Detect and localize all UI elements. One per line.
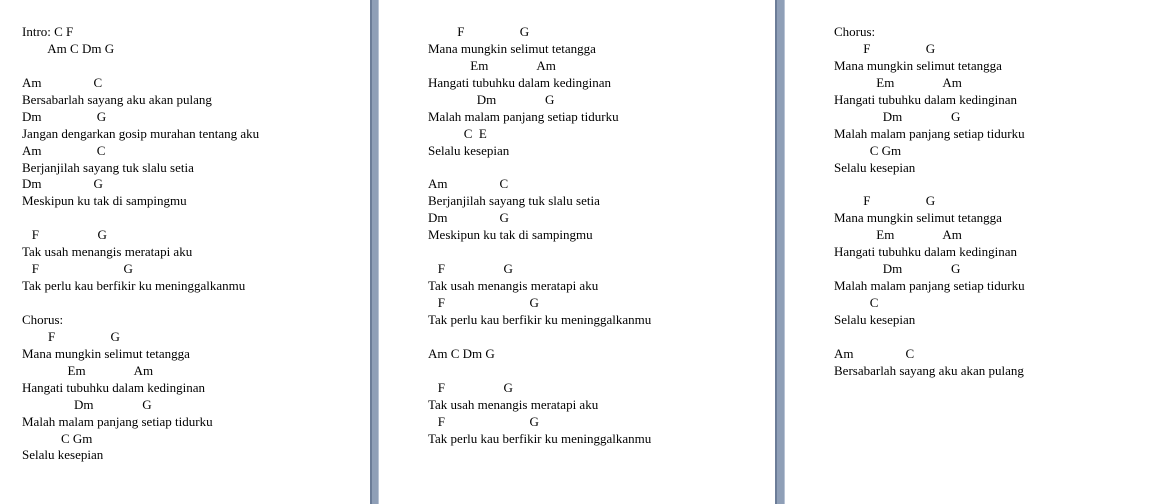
chord-line: Dm G bbox=[22, 108, 107, 124]
lyric-line: Malah malam panjang setiap tidurku bbox=[834, 278, 1025, 294]
page-2-text bbox=[428, 24, 651, 447]
chord-line: Am C bbox=[22, 74, 103, 90]
chord-line: F G bbox=[834, 193, 936, 209]
lyric-line: Hangati tubuhku dalam kedinginan bbox=[834, 244, 1018, 260]
blank-line bbox=[22, 58, 259, 75]
chord-line: C Gm bbox=[834, 142, 902, 158]
chord-line: Am C bbox=[22, 142, 106, 158]
chord-line: C E bbox=[428, 125, 487, 141]
lyric-line: Selalu kesepian bbox=[428, 142, 510, 158]
chord-line: Dm G bbox=[428, 210, 509, 226]
chord-line: Em Am bbox=[22, 362, 154, 378]
chord-line: Em Am bbox=[834, 227, 962, 243]
lyric-line: Berjanjilah sayang tuk slalu setia bbox=[22, 159, 194, 175]
lyric-line: Hangati tubuhku dalam kedinginan bbox=[428, 74, 612, 90]
chord-line: F G bbox=[834, 40, 936, 56]
chord-line: F G bbox=[428, 295, 539, 310]
lyric-line: Berjanjilah sayang tuk slalu setia bbox=[428, 193, 600, 209]
lyric-line: Tak perlu kau berfikir ku meninggalkanmu bbox=[428, 311, 652, 327]
lyric-line: Selalu kesepian bbox=[834, 311, 916, 327]
chord-line: Am C bbox=[428, 176, 509, 192]
chord-line: Dm G bbox=[834, 108, 961, 124]
chord-line: F G bbox=[22, 227, 107, 243]
chord-line: F G bbox=[428, 24, 530, 39]
blank-line bbox=[834, 329, 1025, 346]
lyric-line: Malah malam panjang setiap tidurku bbox=[428, 108, 619, 124]
blank-line bbox=[22, 210, 259, 227]
lyric-line: Mana mungkin selimut tetangga bbox=[834, 57, 1002, 73]
lyric-line: Hangati tubuhku dalam kedinginan bbox=[834, 91, 1018, 107]
lyric-line: Selalu kesepian bbox=[22, 447, 104, 463]
chord-line: Dm G bbox=[428, 91, 555, 107]
blank-line bbox=[428, 363, 651, 380]
blank-line bbox=[834, 176, 1025, 193]
lyric-line: Chorus: bbox=[834, 24, 876, 39]
chord-line: Am C bbox=[834, 345, 915, 361]
chord-line: F G bbox=[22, 328, 120, 344]
chord-line: C bbox=[834, 295, 879, 310]
page-separator bbox=[370, 0, 379, 504]
lyric-line: Jangan dengarkan gosip murahan tentang aku bbox=[22, 125, 260, 141]
chord-line: F G bbox=[428, 261, 513, 277]
chord-line: F G bbox=[428, 413, 539, 429]
lyric-line: Malah malam panjang setiap tidurku bbox=[22, 413, 213, 429]
lyric-line: Intro: C F bbox=[22, 24, 74, 39]
lyric-line: Selalu kesepian bbox=[834, 159, 916, 175]
chord-line: F G bbox=[22, 261, 133, 277]
blank-line bbox=[22, 295, 259, 312]
lyric-line: Bersabarlah sayang aku akan pulang bbox=[834, 362, 1024, 378]
lyric-line: Meskipun ku tak di sampingmu bbox=[22, 193, 187, 209]
lyric-line: Bersabarlah sayang aku akan pulang bbox=[22, 91, 212, 107]
document-page-1[interactable] bbox=[0, 0, 370, 504]
chord-line: Dm G bbox=[22, 396, 152, 412]
lyric-line: Tak usah menangis meratapi aku bbox=[428, 396, 599, 412]
blank-line bbox=[428, 244, 651, 261]
chord-line: Em Am bbox=[428, 57, 556, 73]
lyric-line: Chorus: bbox=[22, 311, 64, 327]
lyric-line: Hangati tubuhku dalam kedinginan bbox=[22, 379, 206, 395]
chord-line: F G bbox=[428, 379, 513, 395]
page-1-text bbox=[22, 24, 259, 464]
page-separator bbox=[775, 0, 785, 504]
blank-line bbox=[428, 329, 651, 346]
chord-line: Dm G bbox=[834, 261, 961, 277]
lyric-line: Tak perlu kau berfikir ku meninggalkanmu bbox=[428, 430, 652, 446]
page-3-text bbox=[834, 24, 1025, 380]
lyric-line: Tak perlu kau berfikir ku meninggalkanmu bbox=[22, 278, 246, 294]
lyric-line: Mana mungkin selimut tetangga bbox=[428, 40, 596, 56]
document-page-2[interactable] bbox=[379, 0, 775, 504]
chord-line: Am C Dm G bbox=[22, 40, 115, 56]
lyric-line: Mana mungkin selimut tetangga bbox=[834, 210, 1002, 226]
document-page-3[interactable] bbox=[785, 0, 1149, 504]
lyric-line: Tak usah menangis meratapi aku bbox=[428, 278, 599, 294]
lyric-line: Malah malam panjang setiap tidurku bbox=[834, 125, 1025, 141]
lyric-line: Tak usah menangis meratapi aku bbox=[22, 244, 193, 260]
chord-line: Em Am bbox=[834, 74, 962, 90]
blank-line bbox=[428, 160, 651, 177]
lyric-line: Mana mungkin selimut tetangga bbox=[22, 345, 190, 361]
chord-line: Dm G bbox=[22, 176, 103, 192]
lyric-line: Am C Dm G bbox=[428, 345, 495, 361]
chord-line: C Gm bbox=[22, 430, 93, 446]
lyric-line: Meskipun ku tak di sampingmu bbox=[428, 227, 593, 243]
